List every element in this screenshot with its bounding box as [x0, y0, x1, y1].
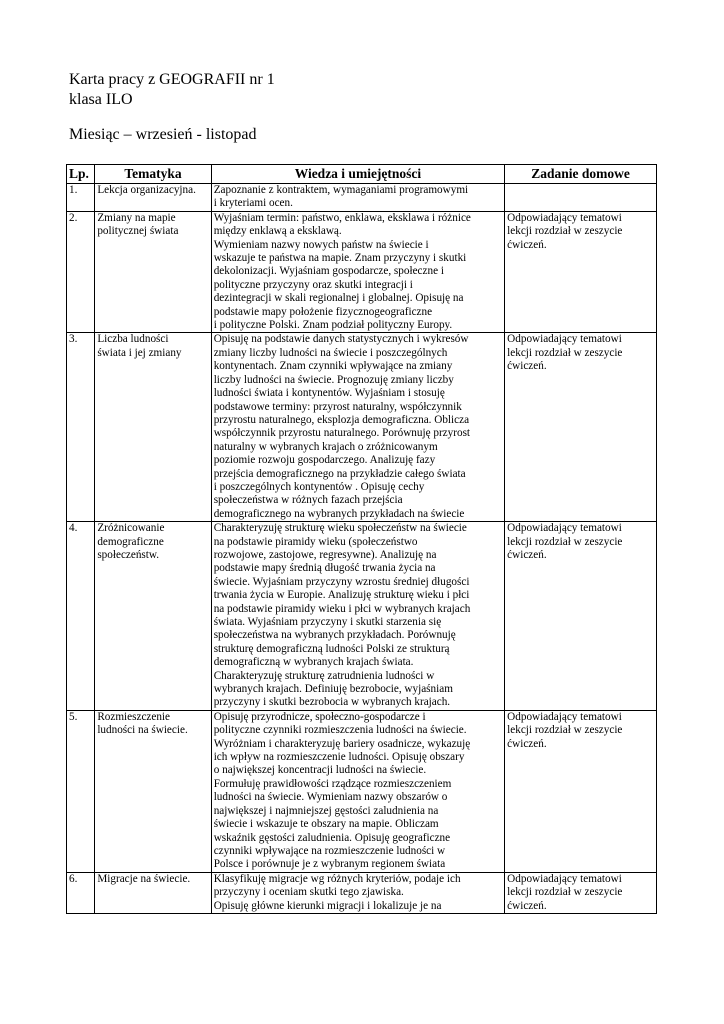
knowledge-cell-line: liczby ludności na świecie. Prognozuję zmiany liczby — [213, 373, 454, 386]
homework-cell-line: lekcji rozdział w zeszycie — [507, 535, 623, 548]
knowledge-cell-line: polityczne przyczyny oraz skutki integracji i — [213, 278, 413, 291]
knowledge-cell-line: wskaźnik gęstości zaludnienia. Opisuję geograficzne — [213, 831, 451, 844]
knowledge-cell-line: ludności świata i kontynentów. Wyjaśniam i stosuję — [213, 387, 445, 400]
topic-cell-line: Liczba ludności — [97, 333, 169, 346]
knowledge-cell-line: świecie. Wyjaśniam przyczyny wzrostu średniej długości — [213, 575, 470, 588]
knowledge-cell-line: Charakteryzuję strukturę zatrudnienia ludności w — [213, 669, 435, 682]
knowledge-cell-line: podstawie mapy średnią długość trwania życia na — [213, 562, 436, 575]
knowledge-cell-line: Wyróżniam i charakteryzuję bariery osadnicze, wykazuję — [213, 737, 471, 750]
row-number: 2. — [67, 211, 95, 333]
table-row — [67, 872, 657, 913]
knowledge-cell-line: i poszczególnych kontynentów . Opisuję cechy — [213, 480, 425, 493]
knowledge-cell-line: Opisuję na podstawie danych statystycznych i wykresów — [213, 333, 469, 346]
topic-cell — [95, 522, 211, 711]
knowledge-cell-line: czynniki wpływające na rozmieszczenie ludności w — [213, 844, 446, 857]
knowledge-cell-line: rozwojowe, zastojowe, regresywne). Analizuję na — [213, 548, 437, 561]
table-row — [67, 211, 657, 333]
knowledge-cell — [211, 333, 504, 522]
knowledge-cell — [211, 872, 504, 913]
knowledge-cell-line: i kryteriami ocen. — [213, 197, 293, 210]
topic-cell — [95, 211, 211, 333]
knowledge-cell — [211, 710, 504, 872]
knowledge-cell-line: kontynentach. Znam czynniki wpływające na zmiany — [213, 360, 453, 373]
knowledge-cell-line: wskazuje te państwa na mapie. Znam przyczyny i skutki — [213, 252, 467, 265]
table-header-row — [67, 165, 657, 184]
knowledge-cell-line: o największej koncentracji ludności na świecie. — [213, 764, 427, 777]
column-header-knowledge: Wiedza i umiejętności — [211, 165, 504, 184]
homework-cell-line: lekcji rozdział w zeszycie — [507, 346, 623, 359]
homework-cell-line: Odpowiadający tematowi — [507, 710, 622, 723]
knowledge-cell — [211, 184, 504, 212]
topic-cell-line: społeczeństw. — [97, 548, 160, 561]
topic-cell-line: ludności na świecie. — [97, 724, 188, 737]
knowledge-cell-line: największej i najmniejszej gęstości zaludnienia na — [213, 804, 439, 817]
homework-cell-line: Odpowiadający tematowi — [507, 333, 622, 346]
knowledge-cell-line: Charakteryzuję strukturę wieku społeczeństw na świecie — [213, 522, 467, 535]
class-label: klasa ILO — [69, 91, 133, 108]
topic-cell-line: demograficzne — [97, 535, 164, 548]
knowledge-cell-line: Opisuję główne kierunki migracji i lokalizuje je na — [213, 899, 442, 912]
homework-cell-line: Odpowiadający tematowi — [507, 211, 622, 224]
homework-cell — [505, 211, 657, 333]
knowledge-cell-line: świecie i wskazuje te obszary na mapie. Obliczam — [213, 818, 439, 831]
knowledge-cell-line: przyczyny i skutki bezrobocia w wybranych krajach. — [213, 696, 451, 709]
knowledge-cell-line: Polsce i porównuje je z wybranym regionem świata — [213, 858, 446, 871]
homework-cell-line: ćwiczeń. — [507, 899, 547, 912]
knowledge-cell-line: na podstawie piramidy wieku i płci w wybranych krajach — [213, 602, 471, 615]
knowledge-cell-line: dekolonizacji. Wyjaśniam gospodarcze, społeczne i — [213, 265, 444, 278]
homework-cell-line: lekcji rozdział w zeszycie — [507, 886, 623, 899]
knowledge-cell-line: społeczeństwa w różnych fazach przejścia — [213, 494, 403, 507]
knowledge-cell-line: zmiany liczby ludności na świecie i poszczególnych — [213, 346, 448, 359]
row-number: 5. — [67, 710, 95, 872]
knowledge-cell-line: społeczeństwa na wybranych przykładach. Porównuję — [213, 629, 456, 642]
knowledge-cell-line: dezintegracji w skali regionalnej i globalnej. Opisuję na — [213, 292, 464, 305]
homework-cell-line: ćwiczeń. — [507, 238, 547, 251]
topic-cell-line: Zróżnicowanie — [97, 522, 165, 535]
homework-cell-line: Odpowiadający tematowi — [507, 522, 622, 535]
knowledge-cell-line: świata. Wyjaśniam przyczyny i skutki starzenia się — [213, 616, 442, 628]
topic-cell — [95, 872, 211, 913]
column-header-homework: Zadanie domowe — [505, 165, 657, 184]
knowledge-cell-line: Wyjaśniam termin: państwo, enklawa, eksklawa i różnice — [213, 211, 471, 224]
knowledge-cell-line: współczynnik przyrostu naturalnego. Porównuję przyrost — [213, 427, 471, 440]
knowledge-cell-line: podstawie mapy położenie fizycznogeograficzne — [213, 305, 433, 318]
knowledge-cell — [211, 522, 504, 711]
topic-cell-line: Lekcja organizacyjna. — [97, 184, 196, 196]
curriculum-table — [66, 164, 657, 914]
homework-cell — [505, 184, 657, 212]
topic-cell-line: świata i jej zmiany — [97, 346, 182, 359]
knowledge-cell-line: Formułuję prawidłowości rządzące rozmieszczeniem — [213, 777, 452, 790]
knowledge-cell-line: Opisuję przyrodnicze, społeczno-gospodarcze i — [213, 710, 426, 723]
homework-cell-line: ćwiczeń. — [507, 548, 547, 561]
topic-cell — [95, 710, 211, 872]
homework-cell-line: Odpowiadający tematowi — [507, 872, 622, 885]
row-number: 3. — [67, 333, 95, 522]
knowledge-cell-line: na podstawie piramidy wieku (społeczeństwo — [213, 535, 418, 548]
knowledge-cell-line: Wymieniam nazwy nowych państw na świecie i — [213, 238, 429, 251]
homework-cell-line: lekcji rozdział w zeszycie — [507, 724, 623, 737]
knowledge-cell-line: trwania życia w Europie. Analizuję strukturę wieku i płci — [213, 589, 470, 602]
knowledge-cell-line: Zapoznanie z kontraktem, wymaganiami programowymi — [213, 184, 469, 196]
topic-cell-line: Migracje na świecie. — [97, 872, 191, 885]
knowledge-cell-line: poziomie rozwoju gospodarczego. Analizuję fazy — [213, 454, 436, 467]
topic-cell-line: Rozmieszczenie — [97, 710, 171, 723]
knowledge-cell-line: między enklawą a eksklawą. — [213, 225, 342, 238]
table-row — [67, 333, 657, 522]
knowledge-cell-line: demograficznego na wybranych przykładach na świecie — [213, 507, 465, 520]
homework-cell — [505, 333, 657, 522]
topic-cell-line: Zmiany na mapie — [97, 211, 176, 224]
homework-cell-line: ćwiczeń. — [507, 737, 547, 750]
column-header-topic: Tematyka — [95, 165, 211, 184]
knowledge-cell-line: Klasyfikuję migracje wg różnych kryteriów, podaje ich — [213, 872, 461, 885]
topic-cell-line: politycznej świata — [97, 225, 179, 238]
table-row — [67, 184, 657, 212]
topic-cell — [95, 184, 211, 212]
knowledge-cell-line: ludności na świecie. Wymieniam nazwy obszarów o — [213, 791, 448, 804]
row-number: 6. — [67, 872, 95, 913]
knowledge-cell-line: demograficzną w wybranych krajach świata. — [213, 656, 414, 669]
knowledge-cell-line: polityczne czynniki rozmieszczenia ludności na świecie. — [213, 724, 467, 737]
column-header-lp: Lp. — [67, 165, 95, 184]
knowledge-cell-line: naturalny w wybranych krajach o zróżnicowanym — [213, 440, 438, 453]
homework-cell — [505, 522, 657, 711]
knowledge-cell-line: przejścia demograficznego na przykładzie całego świata — [213, 467, 466, 480]
topic-cell — [95, 333, 211, 522]
homework-cell-line: ćwiczeń. — [507, 360, 547, 373]
knowledge-cell-line: i polityczne Polski. Znam podział polityczny Europy. — [213, 319, 453, 332]
table-row — [67, 710, 657, 872]
knowledge-cell-line: wybranych krajach. Definiuję bezrobocie, wyjaśniam — [213, 683, 453, 696]
homework-cell — [505, 872, 657, 913]
table-row — [67, 522, 657, 711]
row-number: 1. — [67, 184, 95, 212]
worksheet-title: Karta pracy z GEOGRAFII nr 1 — [69, 71, 275, 88]
homework-cell-line: lekcji rozdział w zeszycie — [507, 225, 623, 238]
period-label: Miesiąc – wrzesień - listopad — [69, 126, 257, 143]
knowledge-cell-line: przyrostu naturalnego, eksplozja demograficzna. Oblicza — [213, 413, 470, 426]
document-header — [69, 70, 275, 110]
knowledge-cell-line: ich wpływ na rozmieszczenie ludności. Opisuję obszary — [213, 751, 465, 764]
knowledge-cell — [211, 211, 504, 333]
row-number: 4. — [67, 522, 95, 711]
homework-cell — [505, 710, 657, 872]
knowledge-cell-line: podstawowe terminy: przyrost naturalny, współczynnik — [213, 400, 462, 413]
knowledge-cell-line: przyczyny i oceniam skutki tego zjawiska. — [213, 886, 404, 899]
knowledge-cell-line: strukturę demograficzną ludności Polski ze strukturą — [213, 642, 450, 655]
